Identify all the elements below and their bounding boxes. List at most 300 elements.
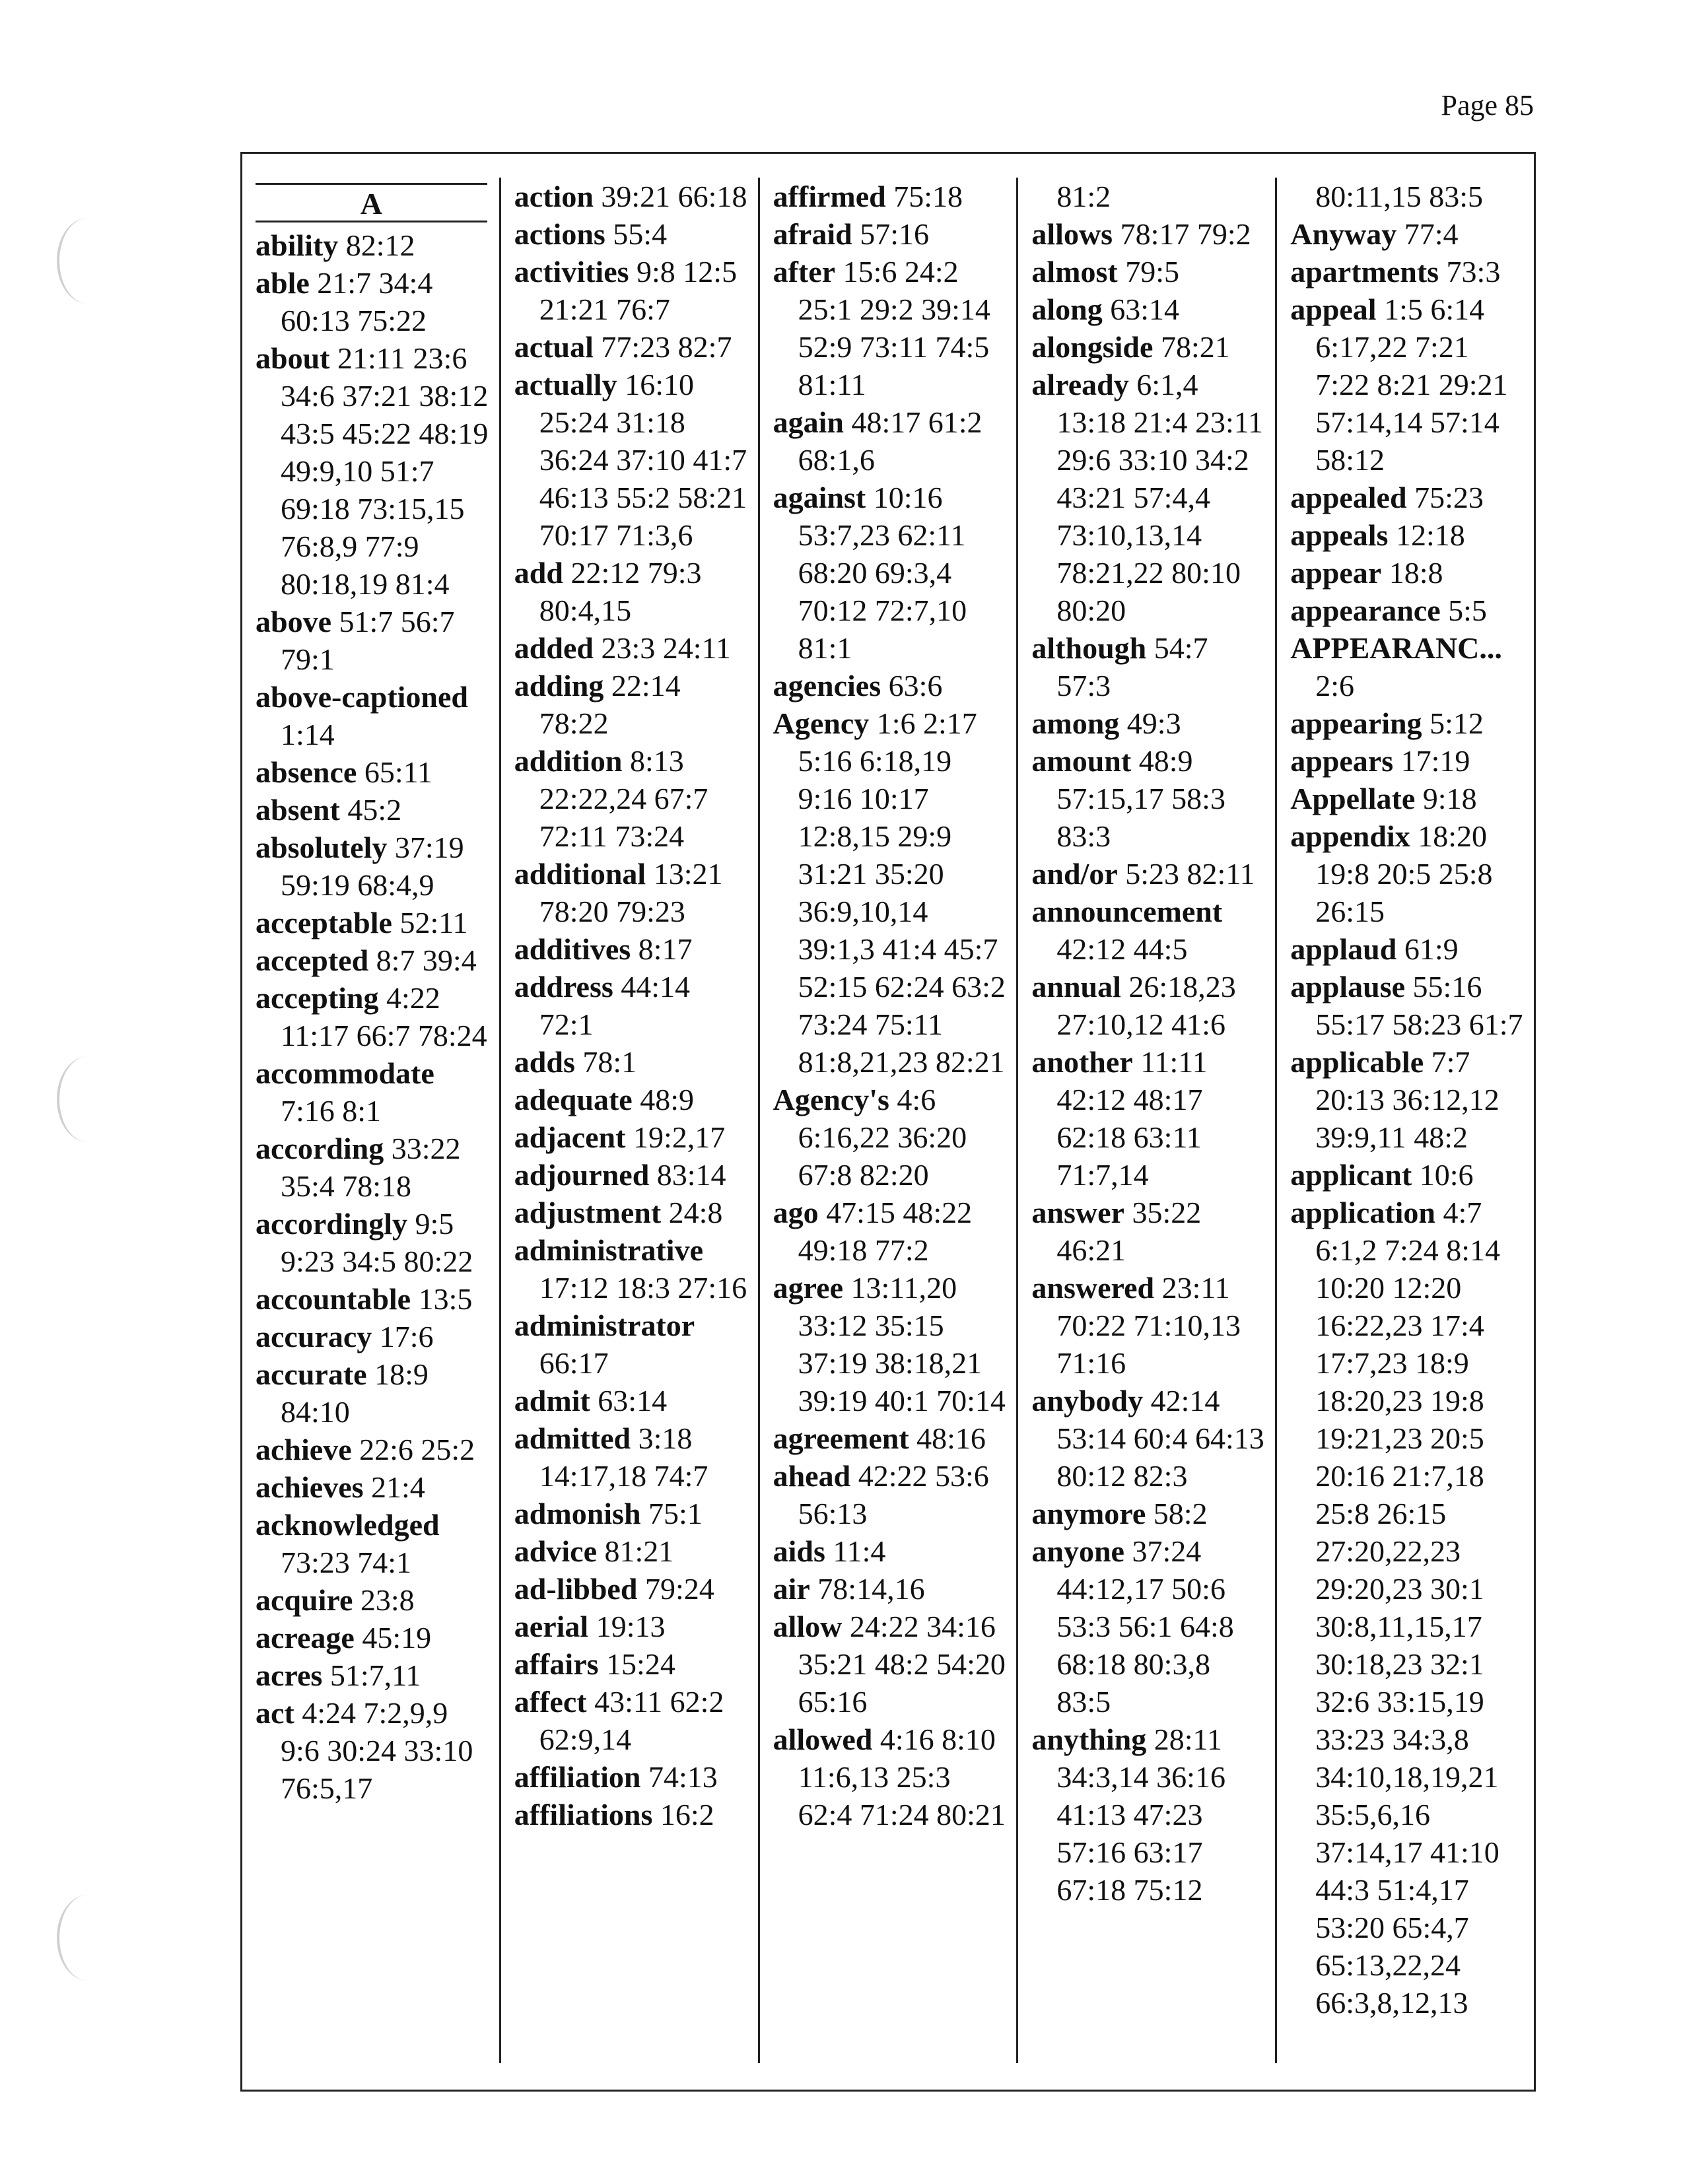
index-term: affect	[514, 1685, 587, 1719]
index-term: Agency's	[773, 1083, 889, 1116]
index-entry	[514, 1382, 751, 1419]
page-line-refs: 5:12	[1430, 706, 1484, 740]
index-entry	[1031, 366, 1268, 629]
page-line-refs: 43:11 62:2 62:9,14	[539, 1685, 724, 1756]
index-entry	[773, 403, 1010, 479]
index-term: against	[773, 481, 866, 514]
index-entry	[1290, 554, 1527, 592]
index-term: admitted	[514, 1421, 631, 1455]
index-entry	[256, 603, 493, 678]
index-term: Anyway	[1290, 217, 1397, 251]
page-line-refs: 45:2	[347, 793, 402, 827]
index-entry	[1031, 1043, 1268, 1194]
index-entry	[256, 1431, 493, 1468]
page-line-refs: 57:16	[860, 217, 929, 251]
page-line-refs: 4:7 6:1,2 7:24 8:14 10:20 12:20 16:22,23 17:4 17:7,23 18:9 18:20,23 19:8 19:21,23 20:5 20:16 21:7,18 25:8 26:15 27:20,22,23 29:20,23 30:1 30:8,11,15,17 30:18,23 32:1 32:6 33:15,19 33:23 34:3,8 34:10,18,19,21 35:5,6,16 37:14,17 41:10 44:3 51:4,17 53:20 65:4,7 65:13,22,24 66:3,8,12,13	[1315, 1196, 1501, 2020]
page-line-refs: 63:6	[888, 669, 943, 702]
page-line-refs: 37:24 44:12,17 50:6 53:3 56:1 64:8 68:18 80:3,8 83:5	[1056, 1534, 1234, 1719]
index-term: affiliation	[514, 1760, 641, 1794]
index-term: accepting	[256, 981, 379, 1015]
index-entry	[256, 1355, 493, 1431]
index-entry	[773, 1419, 1010, 1457]
index-entry	[256, 1656, 493, 1694]
page-line-refs: 61:9	[1404, 932, 1459, 966]
index-term: anybody	[1031, 1384, 1144, 1417]
index-term: acquire	[256, 1583, 353, 1617]
index-entry	[1290, 1043, 1527, 1156]
index-entry	[514, 742, 751, 855]
index-entry	[514, 667, 751, 742]
page-line-refs: 73:23 74:1	[281, 1546, 412, 1579]
page-line-refs: 22:6 25:2	[359, 1433, 475, 1466]
index-term: admonish	[514, 1497, 641, 1530]
page-line-refs: 8:7 39:4	[376, 943, 477, 977]
binder-hole-top	[57, 218, 119, 304]
index-entry	[1290, 178, 1527, 215]
index-term: already	[1031, 368, 1129, 401]
page-line-refs: 24:22 34:16 35:21 48:2 54:20 65:16	[798, 1610, 1006, 1719]
page-line-refs: 79:5	[1125, 255, 1179, 289]
page-line-refs: 75:23	[1414, 481, 1484, 514]
index-entry	[1031, 1721, 1268, 1909]
page-line-refs: 8:13 22:22,24 67:7 72:11 73:24	[539, 744, 708, 853]
page-line-refs: 65:11	[364, 755, 432, 789]
index-term: applicant	[1290, 1158, 1412, 1192]
page-line-refs: 42:22 53:6 56:13	[798, 1459, 989, 1530]
page-line-refs: 16:10 25:24 31:18 36:24 37:10 41:7 46:13 55:2 58:21 70:17 71:3,6	[539, 368, 747, 552]
index-entry	[256, 941, 493, 979]
index-term: aerial	[514, 1610, 589, 1643]
index-entry	[1031, 1532, 1268, 1721]
index-entry	[1031, 629, 1268, 704]
page-line-refs: 1:14	[281, 718, 335, 751]
index-term: added	[514, 631, 594, 665]
index-entry	[1031, 968, 1268, 1043]
index-term: after	[773, 255, 836, 289]
index-term: absent	[256, 793, 340, 827]
page-line-refs: 22:14 78:22	[539, 669, 681, 740]
page-line-refs: 21:4	[371, 1470, 425, 1504]
index-term: acceptable	[256, 906, 392, 939]
section-letter: A	[256, 183, 487, 222]
page-line-refs: 22:12 79:3 80:4,15	[539, 556, 702, 627]
index-term: amount	[1031, 744, 1132, 778]
index-term: acres	[256, 1658, 323, 1692]
index-term: APPEARANC...	[1290, 631, 1502, 665]
page-line-refs: 55:16 55:17 58:23 61:7	[1315, 970, 1523, 1041]
index-entry	[514, 1118, 751, 1156]
index-term: acreage	[256, 1621, 355, 1655]
index-entry	[514, 855, 751, 930]
index-entry	[1031, 1495, 1268, 1532]
index-entry	[514, 930, 751, 968]
index-entry	[773, 1721, 1010, 1833]
word-index-table	[240, 152, 1536, 2092]
index-term: afraid	[773, 217, 852, 251]
index-term: agencies	[773, 669, 881, 702]
index-term: adequate	[514, 1083, 633, 1116]
index-entry	[256, 1130, 493, 1205]
index-entry	[514, 1194, 751, 1231]
page-line-refs: 80:11,15 83:5	[1315, 180, 1484, 213]
index-term: actions	[514, 217, 605, 251]
page-line-refs: 78:21	[1160, 330, 1230, 364]
index-entry	[514, 1307, 751, 1382]
index-term: Agency	[773, 706, 870, 740]
page-line-refs: 45:19	[362, 1621, 432, 1655]
index-term: accuracy	[256, 1320, 372, 1353]
page-line-refs: 51:7 56:7 79:1	[281, 605, 455, 676]
index-entry	[773, 1081, 1010, 1194]
index-term: allows	[1031, 217, 1113, 251]
page-line-refs: 15:6 24:2 25:1 29:2 39:14 52:9 73:11 74:5 81:11	[798, 255, 990, 401]
page-line-refs: 23:11 70:22 71:10,13 71:16	[1056, 1271, 1241, 1380]
binder-hole-middle	[57, 1056, 119, 1142]
page-line-refs: 4:22 11:17 66:7 78:24	[281, 981, 487, 1052]
index-entry	[514, 1645, 751, 1683]
page-line-refs: 24:8	[668, 1196, 723, 1229]
index-entry	[256, 791, 493, 829]
index-term: among	[1031, 706, 1120, 740]
index-entry	[1290, 516, 1527, 554]
index-term: almost	[1031, 255, 1118, 289]
index-term: another	[1031, 1045, 1133, 1079]
index-term: allowed	[773, 1723, 873, 1756]
index-entry	[514, 1796, 751, 1833]
page-line-refs: 13:11,20 33:12 35:15 37:19 38:18,21 39:19 40:1 70:14	[798, 1271, 1006, 1417]
page-line-refs: 78:1	[582, 1045, 637, 1079]
index-term: Appellate	[1290, 782, 1416, 815]
index-term: addition	[514, 744, 623, 778]
page-line-refs: 81:2	[1056, 180, 1111, 213]
index-term: administrative	[514, 1233, 703, 1267]
page-line-refs: 8:17	[638, 932, 693, 966]
index-entry	[1290, 253, 1527, 290]
index-term: affiliations	[514, 1798, 653, 1831]
page-line-refs: 18:20 19:8 20:5 25:8 26:15	[1315, 819, 1493, 928]
page-line-refs: 17:12 18:3 27:16	[539, 1271, 747, 1305]
page-line-refs: 10:16 53:7,23 62:11 68:20 69:3,4 70:12 72:7,10 81:1	[798, 481, 967, 665]
index-entry	[1290, 1194, 1527, 2022]
index-term: anything	[1031, 1723, 1147, 1756]
page-line-refs: 78:14,16	[817, 1572, 925, 1606]
index-term: aids	[773, 1534, 825, 1568]
page-line-refs: 26:18,23 27:10,12 41:6	[1056, 970, 1236, 1041]
index-term: appeal	[1290, 292, 1377, 326]
index-term: affairs	[514, 1647, 599, 1681]
page-line-refs: 81:21	[604, 1534, 674, 1568]
page-line-refs: 78:17 79:2	[1120, 217, 1251, 251]
index-entry	[773, 1269, 1010, 1419]
index-term: affirmed	[773, 180, 886, 213]
index-entry	[773, 1194, 1010, 1269]
index-entry	[256, 1054, 493, 1130]
page-line-refs: 18:8	[1389, 556, 1443, 590]
index-term: accommodate	[256, 1056, 434, 1090]
index-term: allow	[773, 1610, 843, 1643]
index-entry	[514, 968, 751, 1043]
index-term: accurate	[256, 1357, 367, 1391]
index-entry	[256, 1468, 493, 1506]
index-entry	[1290, 215, 1527, 253]
page-line-refs: 1:6 2:17 5:16 6:18,19 9:16 10:17 12:8,15 29:9 31:21 35:20 36:9,10,14 39:1,3 41:4 45:7 52:15 62:24 63:2 73:24 75:11 81:8,21,23 82:21	[798, 706, 1006, 1079]
index-entry	[256, 753, 493, 791]
page-line-refs: 9:5 9:23 34:5 80:22	[281, 1207, 473, 1278]
index-entry	[1290, 1156, 1527, 1194]
binder-hole-bottom	[57, 1895, 119, 1981]
index-term: absence	[256, 755, 357, 789]
page-line-refs: 5:23 82:11	[1125, 857, 1255, 891]
index-term: achieves	[256, 1470, 364, 1504]
index-entry	[514, 1156, 751, 1194]
index-term: agreement	[773, 1421, 909, 1455]
index-entry	[1031, 704, 1268, 742]
page-line-refs: 75:18	[893, 180, 963, 213]
index-entry	[256, 979, 493, 1054]
index-term: administrator	[514, 1309, 695, 1342]
index-term: anymore	[1031, 1497, 1146, 1530]
index-term: air	[773, 1572, 810, 1606]
page-line-refs: 7:16 8:1	[281, 1094, 382, 1128]
index-entry	[1290, 629, 1527, 704]
index-entry	[514, 1758, 751, 1796]
page-line-refs: 9:18	[1422, 782, 1477, 815]
index-entry	[256, 1619, 493, 1656]
index-entry	[1290, 592, 1527, 629]
page-line-refs: 2:6	[1315, 669, 1354, 702]
index-term: appealed	[1290, 481, 1407, 514]
index-entry	[1031, 1269, 1268, 1382]
page-line-refs: 63:14	[598, 1384, 668, 1417]
page-line-refs: 66:17	[539, 1346, 609, 1380]
index-term: achieve	[256, 1433, 352, 1466]
index-entry	[514, 253, 751, 328]
index-entry	[514, 1081, 751, 1118]
index-term: absolutely	[256, 831, 388, 864]
page-line-refs: 21:11 23:6 34:6 37:21 38:12 43:5 45:22 48:19 49:9,10 51:7 69:18 73:15,15 76:8,9 77:9 80:18,19 81:4	[281, 341, 489, 601]
index-term: accepted	[256, 943, 369, 977]
index-entry	[514, 1495, 751, 1532]
page-line-refs: 75:1	[648, 1497, 703, 1530]
index-term: announcement	[1031, 895, 1223, 928]
index-term: answer	[1031, 1196, 1124, 1229]
page-line-refs: 35:22 46:21	[1056, 1196, 1202, 1267]
page-line-refs: 9:8 12:5 21:21 76:7	[539, 255, 738, 326]
index-term: ad-libbed	[514, 1572, 638, 1606]
index-entry	[514, 1608, 751, 1645]
index-term: according	[256, 1132, 384, 1165]
index-entry	[1031, 742, 1268, 855]
index-term: adjourned	[514, 1158, 650, 1192]
page-line-refs: 42:12 44:5	[1056, 932, 1188, 966]
page-line-refs: 42:14 53:14 60:4 64:13 80:12 82:3	[1056, 1384, 1264, 1493]
index-term: admit	[514, 1384, 590, 1417]
index-entry	[514, 178, 751, 215]
index-entry	[1031, 328, 1268, 366]
page-line-refs: 37:19 59:19 68:4,9	[281, 831, 464, 902]
index-term: action	[514, 180, 594, 213]
page-line-refs: 12:18	[1395, 518, 1465, 552]
index-column	[242, 178, 501, 2063]
index-entry	[773, 215, 1010, 253]
index-term: appeals	[1290, 518, 1389, 552]
page-line-refs: 11:11 42:12 48:17 62:18 63:11 71:7,14	[1056, 1045, 1208, 1192]
index-column	[1277, 178, 1534, 2063]
page-line-refs: 48:9 57:15,17 58:3 83:3	[1056, 744, 1225, 853]
index-entry	[256, 1318, 493, 1355]
page-line-refs: 11:4	[833, 1534, 886, 1568]
index-entry	[773, 1608, 1010, 1721]
index-term: able	[256, 266, 310, 300]
page-number: Page 85	[1441, 89, 1534, 121]
index-entry	[773, 178, 1010, 215]
index-entry	[514, 1419, 751, 1495]
page-line-refs: 19:2,17	[633, 1120, 726, 1154]
index-entry	[773, 704, 1010, 1081]
page-line-refs: 83:14	[656, 1158, 726, 1192]
page-line-refs: 23:3 24:11	[601, 631, 731, 665]
index-entry	[1290, 930, 1527, 968]
index-entry	[1290, 817, 1527, 930]
index-term: accountable	[256, 1282, 411, 1316]
page-line-refs: 48:9	[640, 1083, 694, 1116]
page-line-refs: 21:7 34:4 60:13 75:22	[281, 266, 433, 337]
index-entry	[256, 1205, 493, 1280]
index-entry	[256, 264, 493, 339]
index-entry	[514, 1231, 751, 1307]
index-entry	[773, 1532, 1010, 1570]
page-line-refs: 33:22 35:4 78:18	[281, 1132, 461, 1203]
index-entry	[1031, 215, 1268, 253]
index-entry	[1290, 479, 1527, 516]
index-entry	[256, 1694, 493, 1807]
page-line-refs: 6:1,4 13:18 21:4 23:11 29:6 33:10 34:2 43:21 57:4,4 73:10,13,14 78:21,22 80:10 80:20	[1056, 368, 1264, 627]
index-term: actually	[514, 368, 617, 401]
page-line-refs: 79:24	[644, 1572, 714, 1606]
index-entry	[773, 479, 1010, 667]
index-entry	[773, 1457, 1010, 1532]
page-line-refs: 52:11	[399, 906, 468, 939]
index-entry	[1290, 968, 1527, 1043]
index-term: again	[773, 405, 844, 439]
index-term: address	[514, 970, 613, 1004]
index-entry	[1031, 253, 1268, 290]
index-entry	[1031, 1382, 1268, 1495]
page-line-refs: 77:4	[1404, 217, 1459, 251]
index-entry	[256, 678, 493, 753]
index-term: agree	[773, 1271, 844, 1305]
index-term: applause	[1290, 970, 1406, 1004]
page-line-refs: 18:9 84:10	[281, 1357, 429, 1429]
index-entry	[514, 629, 751, 667]
index-term: alongside	[1031, 330, 1154, 364]
index-entry	[773, 253, 1010, 403]
index-term: adds	[514, 1045, 575, 1079]
index-term: act	[256, 1696, 294, 1730]
page-line-refs: 55:4	[613, 217, 668, 251]
index-entry	[514, 366, 751, 554]
index-entry	[773, 1570, 1010, 1608]
index-entry	[1031, 893, 1268, 968]
index-term: appendix	[1290, 819, 1410, 853]
page-line-refs: 44:14 72:1	[539, 970, 691, 1041]
page-line-refs: 3:18 14:17,18 74:7	[539, 1421, 708, 1493]
page-line-refs: 16:2	[660, 1798, 714, 1831]
page-line-refs: 58:2	[1153, 1497, 1208, 1530]
index-term: ahead	[773, 1459, 851, 1493]
index-entry	[514, 1683, 751, 1758]
page-line-refs: 17:6	[379, 1320, 434, 1353]
index-term: and/or	[1031, 857, 1118, 891]
index-entry	[256, 1581, 493, 1619]
index-term: additional	[514, 857, 646, 891]
index-term: applaud	[1290, 932, 1397, 966]
page-line-refs: 4:6 6:16,22 36:20 67:8 82:20	[798, 1083, 967, 1192]
index-entry	[1290, 742, 1527, 780]
index-entry	[1031, 178, 1268, 215]
index-entry	[1031, 855, 1268, 893]
index-term: adjustment	[514, 1196, 662, 1229]
index-term: about	[256, 341, 330, 375]
page-line-refs: 4:16 8:10 11:6,13 25:3 62:4 71:24 80:21	[798, 1723, 1006, 1831]
index-entry	[1290, 780, 1527, 817]
page-line-refs: 63:14	[1110, 292, 1180, 326]
index-term: add	[514, 556, 563, 590]
page-line-refs: 17:19	[1400, 744, 1470, 778]
page-line-refs: 5:5	[1448, 594, 1487, 627]
page-line-refs: 1:5 6:14 6:17,22 7:21 7:22 8:21 29:21 57:14,14 57:14 58:12	[1315, 292, 1508, 477]
index-entry	[256, 339, 493, 603]
index-term: appear	[1290, 556, 1382, 590]
index-term: appearance	[1290, 594, 1441, 627]
page-line-refs: 15:24	[606, 1647, 675, 1681]
page-line-refs: 54:7 57:3	[1056, 631, 1208, 702]
page-line-refs: 19:13	[596, 1610, 666, 1643]
index-term: application	[1290, 1196, 1436, 1229]
index-term: appearing	[1290, 706, 1422, 740]
index-term: along	[1031, 292, 1103, 326]
page-line-refs: 13:21 78:20 79:23	[539, 857, 723, 928]
index-entry	[1290, 290, 1527, 479]
index-entry	[514, 328, 751, 366]
index-column	[1018, 178, 1277, 2063]
index-term: activities	[514, 255, 629, 289]
page-line-refs: 77:23 82:7	[601, 330, 732, 364]
index-column	[760, 178, 1019, 2063]
index-entry	[1290, 704, 1527, 742]
index-entry	[256, 1280, 493, 1318]
index-entry	[773, 667, 1010, 704]
index-entry	[256, 904, 493, 941]
index-entry	[1031, 1194, 1268, 1269]
index-term: advice	[514, 1534, 597, 1568]
index-term: accordingly	[256, 1207, 407, 1241]
page-line-refs: 48:17 61:2 68:1,6	[798, 405, 982, 477]
index-entry	[514, 1043, 751, 1081]
index-entry	[514, 554, 751, 629]
index-term: adding	[514, 669, 604, 702]
index-term: above	[256, 605, 331, 638]
page-line-refs: 39:21 66:18	[601, 180, 747, 213]
index-term: acknowledged	[256, 1508, 440, 1542]
index-entry	[256, 226, 493, 264]
page-line-refs: 74:13	[648, 1760, 718, 1794]
index-entry	[514, 1570, 751, 1608]
page-line-refs: 47:15 48:22 49:18 77:2	[798, 1196, 973, 1267]
index-term: actual	[514, 330, 594, 364]
page-line-refs: 7:7 20:13 36:12,12 39:9,11 48:2	[1315, 1045, 1499, 1154]
index-term: additives	[514, 932, 631, 966]
